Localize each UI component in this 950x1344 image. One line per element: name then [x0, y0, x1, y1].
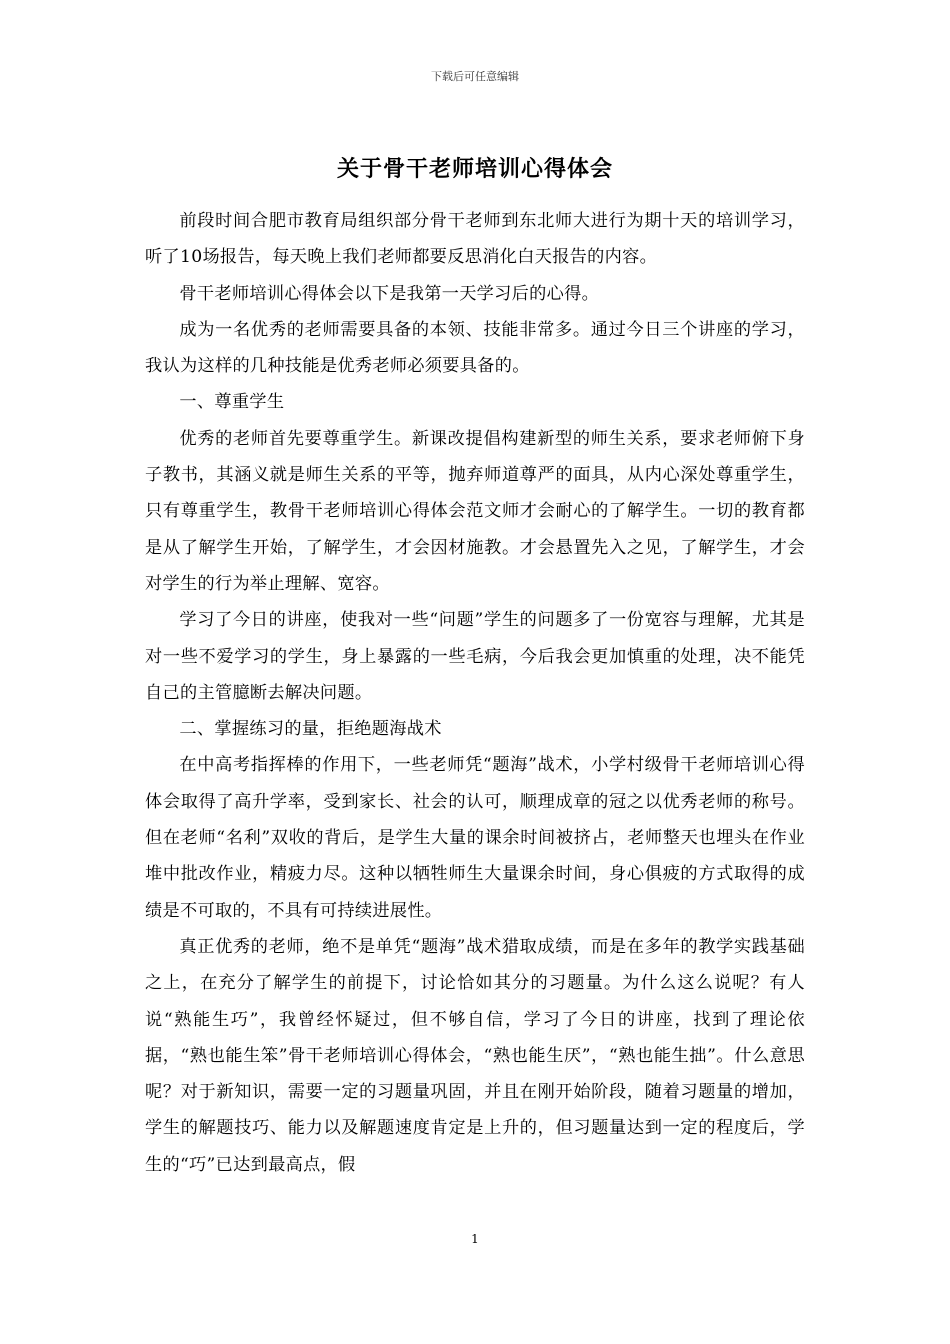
- paragraph: 骨干老师培训心得体会以下是我第一天学习后的心得。: [179, 283, 600, 304]
- paragraph: 学习了今日的讲座，使我对一些“问题”学生的问题多了一份宽容与理解，尤其是对一些不爱学习的学生，身上暴露的一些毛病，今后我会更加慎重的处理，决不能凭自己的主管臆断去解决问题。: [145, 610, 805, 703]
- paragraph: 在中高考指挥棒的作用下，一些老师凭“题海”战术，小学村级骨干老师培训心得体会取得了高升学率，受到家长、社会的认可，顺理成章的冠之以优秀老师的称号。但在老师“名利”双收的背后，是学生大量的课余时间被挤占，老师整天也埋头在作业堆中批改作业，精疲力尽。这种以牺牲师生大量课余时间，身心俱疲的方式取得的成绩是不可取的，不具有可持续进展性。: [145, 755, 805, 921]
- paragraph: 前段时间合肥市教育局组织部分骨干老师到东北师大进行为期十天的培训学习，听了10场报告，每天晚上我们老师都要反思消化白天报告的内容。: [145, 211, 805, 268]
- document-body: [145, 203, 805, 1183]
- page-header-note: 下载后可任意编辑: [431, 70, 519, 83]
- document-title: 关于骨干老师培训心得体会: [336, 157, 613, 182]
- paragraph: 成为一名优秀的老师需要具备的本领、技能非常多。通过今日三个讲座的学习，我认为这样的几种技能是优秀老师必须要具备的。: [145, 319, 805, 377]
- page-number: 1: [471, 1232, 479, 1246]
- section-heading: 一、尊重学生: [179, 392, 285, 413]
- paragraph: 优秀的老师首先要尊重学生。新课改提倡构建新型的师生关系，要求老师俯下身子教书，其涵义就是师生关系的平等，抛弃师道尊严的面具，从内心深处尊重学生，只有尊重学生，教骨干老师培训心得体会范文师才会耐心的了解学生。一切的教育都是从了解学生开始，了解学生，才会因材施教。才会悬置先入之见，了解学生，才会对学生的行为举止理解、宽容。: [145, 428, 805, 594]
- paragraph: 真正优秀的老师，绝不是单凭“题海”战术猎取成绩，而是在多年的教学实践基础之上，在充分了解学生的前提下，讨论恰如其分的习题量。为什么这么说呢？有人说“熟能生巧”，我曾经怀疑过，但不够自信，学习了今日的讲座，找到了理论依据，“熟也能生笨”骨干老师培训心得体会，“熟也能生厌”，“熟也能生拙”。什么意思呢？对于新知识，需要一定的习题量巩固，并且在刚开始阶段，随着习题量的增加，学生的解题技巧、能力以及解题速度肯定是上升的，但习题量达到一定的程度后，学生的“巧”已达到最高点，假: [145, 936, 805, 1175]
- section-heading: 二、掌握练习的量，拒绝题海战术: [179, 719, 442, 740]
